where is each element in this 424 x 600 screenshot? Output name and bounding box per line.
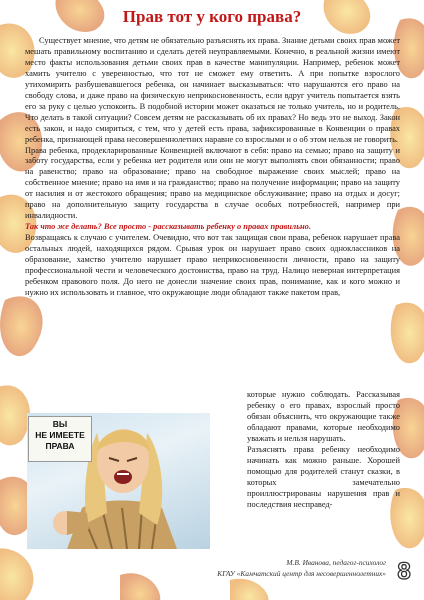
paragraph-teacher-case-cont: которые нужно соблюдать. Рассказывая ребенку о его правах, взрослый просто обязан объяснить, что окружающие также обладают правами, которые необходимо уважать и нельзя нарушать. [247,390,400,443]
paragraph-intro: Существует мнение, что детям не обязательно разъяснять их права. Знание детьми своих прав может мешать правильному воспитанию и сделать детей неуправляемыми. Конечно, в реальной жизни имеют место факты использования детьми своих прав в качестве манипуляции. Например, ребенок может хамить учителю с уверенностью, что тот не сможет ему ответить. А при попытке взрослого утихомирить разбушевавшегося ребенка, он начинает высказываться: что нарушаются его право на свободу слова, и даже право на физическую неприкосновенность, если вдруг учитель попытается взять его за руку с целью успокоить. В подобной истории может оказаться не только учитель, но и родитель. Что делать в такой ситуации? Совсем детям не рассказывать об их правах? Но ведь это не выход. Закон есть закон, и надо смириться, с тем, что у детей есть права, зафиксированные в Конвенции о правах ребенка, признающей права несовершеннолетних наравне со взрослыми и о об этом нельзя не говорить. [25,36,400,144]
organization-credit: КГАУ «Камчатский центр для несовершеннолетних» [217,569,386,578]
article-text-top [25,36,400,299]
paragraph-rights-list: Права ребенка, продекларированные Конвенцией включают в себя: право на семью; право на защиту и заботу государства, если у ребенка нет родителя или они не могут выполнять свои обязанности; право на равенство; право на образование; право на свободное выражение своих мыслей; право на собственное мнение; право на имя и на гражданство; право на получение информации; право на защиту от насилия и от жестокого обращения; право на медицинское обслуживание; право на отдых и досуг; право на дополнительную защиту государства в случае особых потребностей, например при инвалидности. [25,145,400,221]
paragraph-explain-early: Разъяснять права ребенку необходимо начинать как можно раньше. Хорошей помощью для родителей станут сказки, в которых замечательно проиллюстрированы нарушения прав и последствия несправед- [247,444,400,509]
sign-no-rights: ВЫ НЕ ИМЕЕТЕ ПРАВА [28,416,92,462]
paragraph-teacher-case: Возвращаясь к случаю с учителем. Очевидно, что вот так защищая свои права, ребенок нарушает права остальных людей, находящихся рядом. Срывая урок он нарушает право своих одноклассников на образование, хамство учителю нарушает право неприкосновенности личности, право на защиту профессиональной чести и человеческого достоинства, право на труд. Налицо неверная интерпретация ребенком правового поля. До него не донесли значение своих прав, понимание, как и кого можно и нужно их использовать и главное, что окружающие люди обладают также пакетом прав, [25,233,400,297]
page-number: 8 [397,558,411,585]
paragraph-highlight: Так что же делать? Все просто - рассказывать ребенку о правах правильно. [25,222,311,232]
author-credit: М.В. Иванова, педагог-психолог [286,558,386,567]
article-text-right-column [247,390,400,510]
page-title: Прав тот у кого права? [122,7,302,26]
